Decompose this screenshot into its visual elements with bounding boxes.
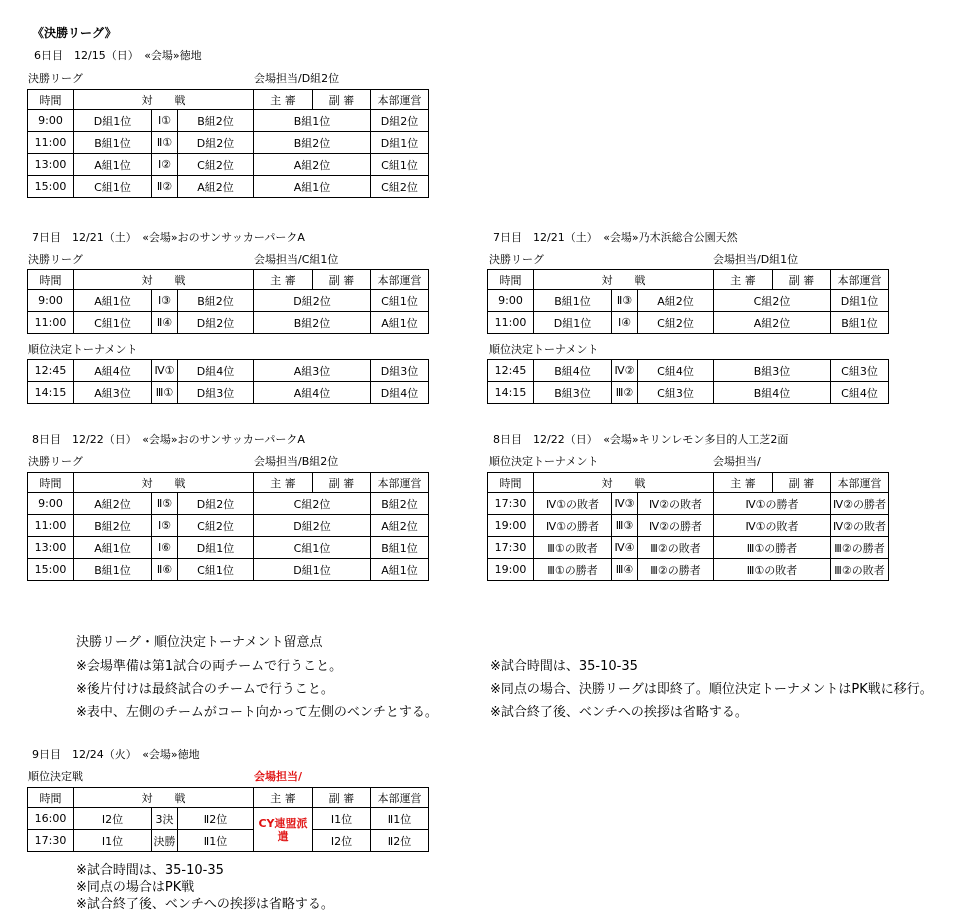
col-time: 時間 bbox=[488, 473, 534, 493]
cell-hq: C組1位 bbox=[371, 154, 429, 176]
table-row bbox=[488, 537, 889, 559]
venue-duty: 会場担当/C組1位 bbox=[254, 253, 339, 266]
notes-heading: 決勝リーグ・順位決定トーナメント留意点 bbox=[76, 635, 323, 650]
page-title: 《決勝リーグ》 bbox=[32, 26, 117, 40]
cell-match-no: Ⅰ⑥ bbox=[152, 537, 178, 559]
cell-referee: Ⅳ①の敗者 bbox=[714, 515, 831, 537]
cell-referee: D組2位 bbox=[254, 515, 371, 537]
cell-team-left: D組1位 bbox=[74, 110, 152, 132]
cell-team-left: Ⅳ①の敗者 bbox=[534, 493, 612, 515]
table-row bbox=[28, 382, 429, 404]
cell-time: 15:00 bbox=[28, 176, 74, 198]
cell-match-no: Ⅳ③ bbox=[612, 493, 638, 515]
schedule-table bbox=[27, 787, 429, 852]
table-header bbox=[488, 473, 889, 493]
cell-match-no: 3決 bbox=[152, 808, 178, 830]
day-heading: 9日目 12/24（火） «会場»徳地 bbox=[32, 748, 200, 761]
col-match: 対 戦 bbox=[74, 270, 254, 290]
col-sub-ref: 副 審 bbox=[313, 270, 371, 290]
cell-time: 11:00 bbox=[28, 132, 74, 154]
cell-time: 9:00 bbox=[488, 290, 534, 312]
col-main-ref: 主 審 bbox=[254, 270, 313, 290]
cell-team-left: D組1位 bbox=[534, 312, 612, 334]
section-subtitle: 順位決定戦 bbox=[28, 770, 83, 783]
cell-time: 17:30 bbox=[488, 537, 534, 559]
cell-hq: A組2位 bbox=[371, 515, 429, 537]
cell-match-no: Ⅲ③ bbox=[612, 515, 638, 537]
col-hq: 本部運営 bbox=[371, 90, 429, 110]
cell-team-right: B組2位 bbox=[178, 110, 254, 132]
note-item: ※同点の場合はPK戦 bbox=[76, 880, 195, 895]
col-time: 時間 bbox=[28, 788, 74, 808]
cell-team-right: C組2位 bbox=[638, 312, 714, 334]
col-time: 時間 bbox=[488, 270, 534, 290]
section-subtitle: 順位決定トーナメント bbox=[489, 343, 599, 356]
cell-match-no: Ⅰ③ bbox=[152, 290, 178, 312]
cell-hq: D組1位 bbox=[371, 132, 429, 154]
table-row bbox=[488, 515, 889, 537]
table-row bbox=[488, 312, 889, 334]
section-subtitle: 決勝リーグ bbox=[28, 253, 83, 266]
col-match: 対 戦 bbox=[534, 473, 714, 493]
cell-match-no: Ⅲ② bbox=[612, 382, 638, 404]
cell-time: 12:45 bbox=[28, 360, 74, 382]
cell-team-left: Ⅲ①の勝者 bbox=[534, 559, 612, 581]
cell-hq: D組1位 bbox=[831, 290, 889, 312]
venue-duty: 会場担当/D組2位 bbox=[254, 72, 340, 85]
cell-team-left: Ⅰ1位 bbox=[74, 830, 152, 852]
cell-referee: A組3位 bbox=[254, 360, 371, 382]
schedule-table bbox=[487, 269, 889, 334]
col-sub-ref: 副 審 bbox=[773, 473, 831, 493]
day-heading: 7日目 12/21（土） «会場»おのサンサッカーパークA bbox=[32, 231, 305, 244]
cell-match-no: Ⅳ② bbox=[612, 360, 638, 382]
cell-referee: Ⅲ①の敗者 bbox=[714, 559, 831, 581]
cell-hq: A組1位 bbox=[371, 559, 429, 581]
cell-hq: C組4位 bbox=[831, 382, 889, 404]
table-row bbox=[488, 493, 889, 515]
schedule-table bbox=[27, 89, 429, 198]
cell-team-left: B組1位 bbox=[74, 559, 152, 581]
table-row bbox=[28, 360, 429, 382]
cell-team-left: A組1位 bbox=[74, 537, 152, 559]
cell-referee: A組4位 bbox=[254, 382, 371, 404]
table-row bbox=[28, 830, 429, 852]
cell-time: 11:00 bbox=[28, 312, 74, 334]
table-row bbox=[28, 290, 429, 312]
cell-match-no: Ⅱ④ bbox=[152, 312, 178, 334]
col-hq: 本部運営 bbox=[831, 270, 889, 290]
cell-team-left: C組1位 bbox=[74, 312, 152, 334]
cell-referee: B組1位 bbox=[254, 110, 371, 132]
cell-match-no: Ⅱ⑥ bbox=[152, 559, 178, 581]
table-row bbox=[28, 808, 429, 830]
cell-match-no: Ⅳ④ bbox=[612, 537, 638, 559]
cell-sub-ref: Ⅰ1位 bbox=[313, 808, 371, 830]
col-sub-ref: 副 審 bbox=[313, 788, 371, 808]
cell-team-right: A組2位 bbox=[178, 176, 254, 198]
cell-team-right: Ⅲ②の敗者 bbox=[638, 537, 714, 559]
col-time: 時間 bbox=[28, 270, 74, 290]
table-header bbox=[28, 90, 429, 110]
cell-time: 13:00 bbox=[28, 537, 74, 559]
cell-time: 9:00 bbox=[28, 493, 74, 515]
cell-team-right: D組2位 bbox=[178, 132, 254, 154]
day-heading: 8日目 12/22（日） «会場»おのサンサッカーパークA bbox=[32, 433, 305, 446]
cell-referee: Ⅲ①の勝者 bbox=[714, 537, 831, 559]
cell-main-ref-merged: CY連盟派遣 bbox=[254, 808, 313, 852]
cell-hq: D組3位 bbox=[371, 360, 429, 382]
table-header bbox=[488, 270, 889, 290]
col-match: 対 戦 bbox=[74, 90, 254, 110]
cell-match-no: Ⅱ① bbox=[152, 132, 178, 154]
col-sub-ref: 副 審 bbox=[313, 473, 371, 493]
cell-team-right: D組1位 bbox=[178, 537, 254, 559]
note-item: ※同点の場合、決勝リーグは即終了。順位決定トーナメントはPK戦に移行。 bbox=[490, 682, 933, 697]
table-header bbox=[28, 473, 429, 493]
section-subtitle: 順位決定トーナメント bbox=[28, 343, 138, 356]
cell-referee: A組2位 bbox=[254, 154, 371, 176]
note-item: ※試合終了後、ベンチへの挨拶は省略する。 bbox=[76, 897, 334, 912]
col-hq: 本部運営 bbox=[371, 270, 429, 290]
cell-referee: B組2位 bbox=[254, 312, 371, 334]
col-hq: 本部運営 bbox=[831, 473, 889, 493]
cell-hq: Ⅳ②の敗者 bbox=[831, 515, 889, 537]
cell-team-right: D組2位 bbox=[178, 493, 254, 515]
cell-time: 11:00 bbox=[28, 515, 74, 537]
table-row bbox=[28, 132, 429, 154]
cell-referee: B組4位 bbox=[714, 382, 831, 404]
day-heading: 8日目 12/22（日） «会場»キリンレモン多目的人工芝2面 bbox=[493, 433, 789, 446]
cell-referee: B組2位 bbox=[254, 132, 371, 154]
table-row bbox=[28, 493, 429, 515]
cell-time: 9:00 bbox=[28, 290, 74, 312]
cell-hq: C組1位 bbox=[371, 290, 429, 312]
cell-referee: D組2位 bbox=[254, 290, 371, 312]
cell-hq: Ⅱ1位 bbox=[371, 808, 429, 830]
cell-team-left: A組4位 bbox=[74, 360, 152, 382]
schedule-table bbox=[27, 359, 429, 404]
note-item: ※試合時間は、35-10-35 bbox=[490, 659, 638, 674]
cell-team-right: C組3位 bbox=[638, 382, 714, 404]
cell-match-no: Ⅳ① bbox=[152, 360, 178, 382]
venue-duty: 会場担当/ bbox=[254, 770, 303, 783]
cell-referee: B組3位 bbox=[714, 360, 831, 382]
cell-hq: Ⅱ2位 bbox=[371, 830, 429, 852]
cell-team-left: C組1位 bbox=[74, 176, 152, 198]
day-heading: 6日目 12/15（日） «会場»徳地 bbox=[34, 49, 202, 62]
cell-referee: Ⅳ①の勝者 bbox=[714, 493, 831, 515]
col-main-ref: 主 審 bbox=[714, 270, 773, 290]
col-sub-ref: 副 審 bbox=[313, 90, 371, 110]
cell-team-left: A組3位 bbox=[74, 382, 152, 404]
cell-referee: C組2位 bbox=[714, 290, 831, 312]
cell-hq: Ⅲ②の勝者 bbox=[831, 537, 889, 559]
cell-team-right: B組2位 bbox=[178, 290, 254, 312]
cell-hq: Ⅲ②の敗者 bbox=[831, 559, 889, 581]
note-item: ※試合終了後、ベンチへの挨拶は省略する。 bbox=[490, 705, 748, 720]
cell-referee: C組1位 bbox=[254, 537, 371, 559]
cell-team-left: Ⅳ①の勝者 bbox=[534, 515, 612, 537]
cell-time: 19:00 bbox=[488, 559, 534, 581]
section-subtitle: 順位決定トーナメント bbox=[489, 455, 599, 468]
section-subtitle: 決勝リーグ bbox=[28, 455, 83, 468]
venue-duty: 会場担当/D組1位 bbox=[713, 253, 799, 266]
cell-match-no: Ⅲ① bbox=[152, 382, 178, 404]
table-row bbox=[28, 110, 429, 132]
col-main-ref: 主 審 bbox=[254, 473, 313, 493]
cell-time: 17:30 bbox=[28, 830, 74, 852]
cell-hq: D組4位 bbox=[371, 382, 429, 404]
col-match: 対 戦 bbox=[74, 788, 254, 808]
cell-match-no: Ⅱ③ bbox=[612, 290, 638, 312]
section-subtitle: 決勝リーグ bbox=[28, 72, 83, 85]
cell-team-right: C組2位 bbox=[178, 515, 254, 537]
cell-team-right: Ⅲ②の勝者 bbox=[638, 559, 714, 581]
col-main-ref: 主 審 bbox=[714, 473, 773, 493]
col-main-ref: 主 審 bbox=[254, 788, 313, 808]
col-main-ref: 主 審 bbox=[254, 90, 313, 110]
table-header bbox=[28, 788, 429, 808]
cell-team-right: D組3位 bbox=[178, 382, 254, 404]
cell-sub-ref: Ⅰ2位 bbox=[313, 830, 371, 852]
table-row bbox=[28, 154, 429, 176]
cell-referee: C組2位 bbox=[254, 493, 371, 515]
table-row bbox=[28, 176, 429, 198]
cell-match-no: Ⅰ⑤ bbox=[152, 515, 178, 537]
cell-referee: A組2位 bbox=[714, 312, 831, 334]
cell-match-no: Ⅰ② bbox=[152, 154, 178, 176]
cell-hq: B組1位 bbox=[831, 312, 889, 334]
cell-time: 14:15 bbox=[488, 382, 534, 404]
note-item: ※後片付けは最終試合のチームで行うこと。 bbox=[76, 682, 334, 697]
cell-team-left: Ⅲ①の敗者 bbox=[534, 537, 612, 559]
table-row bbox=[28, 312, 429, 334]
venue-duty: 会場担当/B組2位 bbox=[254, 455, 339, 468]
col-time: 時間 bbox=[28, 473, 74, 493]
col-time: 時間 bbox=[28, 90, 74, 110]
cell-match-no: Ⅰ④ bbox=[612, 312, 638, 334]
cell-hq: Ⅳ②の勝者 bbox=[831, 493, 889, 515]
cell-team-right: Ⅳ②の敗者 bbox=[638, 493, 714, 515]
table-row bbox=[488, 360, 889, 382]
table-header bbox=[28, 270, 429, 290]
cell-team-right: D組4位 bbox=[178, 360, 254, 382]
schedule-table bbox=[487, 472, 889, 581]
day-heading: 7日目 12/21（土） «会場»乃木浜総合公園天然 bbox=[493, 231, 738, 244]
table-row bbox=[28, 515, 429, 537]
cell-team-right: A組2位 bbox=[638, 290, 714, 312]
table-row bbox=[28, 537, 429, 559]
col-match: 対 戦 bbox=[74, 473, 254, 493]
cell-time: 16:00 bbox=[28, 808, 74, 830]
cell-match-no: Ⅲ④ bbox=[612, 559, 638, 581]
cell-time: 19:00 bbox=[488, 515, 534, 537]
cell-team-left: A組1位 bbox=[74, 290, 152, 312]
col-match: 対 戦 bbox=[534, 270, 714, 290]
cell-team-left: Ⅰ2位 bbox=[74, 808, 152, 830]
table-row bbox=[488, 290, 889, 312]
note-item: ※会場準備は第1試合の両チームで行うこと。 bbox=[76, 659, 343, 674]
table-row bbox=[488, 382, 889, 404]
note-item: ※試合時間は、35-10-35 bbox=[76, 863, 224, 878]
cell-referee: A組1位 bbox=[254, 176, 371, 198]
cell-hq: B組1位 bbox=[371, 537, 429, 559]
cell-team-right: D組2位 bbox=[178, 312, 254, 334]
cell-referee: D組1位 bbox=[254, 559, 371, 581]
cell-match-no: Ⅱ⑤ bbox=[152, 493, 178, 515]
cell-team-right: Ⅳ②の勝者 bbox=[638, 515, 714, 537]
cell-match-no: Ⅰ① bbox=[152, 110, 178, 132]
cell-team-left: A組1位 bbox=[74, 154, 152, 176]
cell-team-right: C組4位 bbox=[638, 360, 714, 382]
cell-time: 9:00 bbox=[28, 110, 74, 132]
schedule-table bbox=[27, 269, 429, 334]
cell-time: 15:00 bbox=[28, 559, 74, 581]
cell-time: 11:00 bbox=[488, 312, 534, 334]
cell-hq: B組2位 bbox=[371, 493, 429, 515]
cell-match-no: 決勝 bbox=[152, 830, 178, 852]
cell-time: 12:45 bbox=[488, 360, 534, 382]
col-sub-ref: 副 審 bbox=[773, 270, 831, 290]
table-row bbox=[488, 559, 889, 581]
cell-hq: A組1位 bbox=[371, 312, 429, 334]
cell-team-right: C組2位 bbox=[178, 154, 254, 176]
schedule-table bbox=[487, 359, 889, 404]
cell-team-right: Ⅱ1位 bbox=[178, 830, 254, 852]
cell-team-right: Ⅱ2位 bbox=[178, 808, 254, 830]
cell-team-left: A組2位 bbox=[74, 493, 152, 515]
col-hq: 本部運営 bbox=[371, 788, 429, 808]
cell-team-left: B組1位 bbox=[534, 290, 612, 312]
cell-team-left: B組3位 bbox=[534, 382, 612, 404]
section-subtitle: 決勝リーグ bbox=[489, 253, 544, 266]
cell-time: 13:00 bbox=[28, 154, 74, 176]
cell-match-no: Ⅱ② bbox=[152, 176, 178, 198]
cell-team-right: C組1位 bbox=[178, 559, 254, 581]
cell-team-left: B組2位 bbox=[74, 515, 152, 537]
cell-team-left: B組4位 bbox=[534, 360, 612, 382]
venue-duty: 会場担当/ bbox=[713, 455, 761, 468]
cell-hq: D組2位 bbox=[371, 110, 429, 132]
cell-time: 17:30 bbox=[488, 493, 534, 515]
table-row bbox=[28, 559, 429, 581]
col-hq: 本部運営 bbox=[371, 473, 429, 493]
cell-time: 14:15 bbox=[28, 382, 74, 404]
schedule-table bbox=[27, 472, 429, 581]
cell-hq: C組2位 bbox=[371, 176, 429, 198]
note-item: ※表中、左側のチームがコート向かって左側のベンチとする。 bbox=[76, 705, 438, 720]
cell-team-left: B組1位 bbox=[74, 132, 152, 154]
cell-hq: C組3位 bbox=[831, 360, 889, 382]
